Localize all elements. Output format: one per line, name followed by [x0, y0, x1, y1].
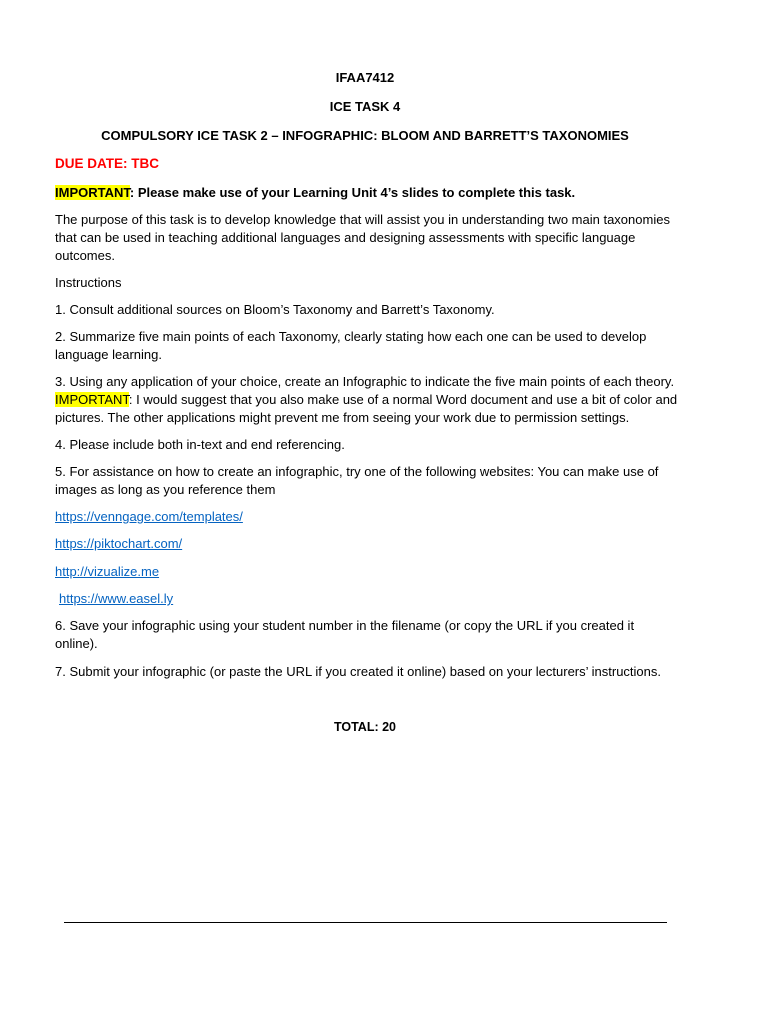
instructions-heading: Instructions: [55, 275, 122, 290]
link-venngage[interactable]: https://venngage.com/templates/: [55, 509, 243, 524]
instruction-step-2: 2. Summarize five main points of each Taxonomy, clearly stating how each one can be used to develop language learning.: [55, 329, 647, 362]
purpose-paragraph: The purpose of this task is to develop knowledge that will assist you in understanding two main taxonomies that can be used in teaching additional languages and designing assessments with specific language outcomes.: [55, 212, 670, 263]
important-text: : Please make use of your Learning Unit 4’s slides to complete this task.: [129, 185, 576, 200]
total-marks: TOTAL: 20: [333, 720, 397, 734]
course-code: IFAA7412: [335, 70, 395, 85]
link-piktochart[interactable]: https://piktochart.com/: [55, 536, 183, 551]
footer-divider: [64, 922, 667, 923]
task-subtitle: COMPULSORY ICE TASK 2 – INFOGRAPHIC: BLOOM AND BARRETT’S TAXONOMIES: [101, 128, 629, 143]
link-vizualize[interactable]: http://vizualize.me: [55, 564, 160, 579]
task-title: ICE TASK 4: [329, 99, 401, 114]
important-note: [55, 184, 680, 202]
step-3-text: 3. Using any application of your choice, create an Infographic to indicate the five main points of each theory.: [55, 374, 675, 389]
instruction-step-7: 7. Submit your infographic (or paste the URL if you created it online) based on your lecturers’ instructions.: [55, 664, 662, 679]
link-piktochart-line: [55, 535, 680, 553]
step-3-important-text: : I would suggest that you also make use of a normal Word document and use a bit of color and pictures. The other applications might prevent me from seeing your work due to permission settings.: [55, 392, 678, 425]
instruction-step-4: 4. Please include both in-text and end referencing.: [55, 437, 345, 452]
instruction-step-5: 5. For assistance on how to create an infographic, try one of the following websites: You can make use of images as long as you reference them: [55, 464, 659, 497]
link-easel[interactable]: https://www.easel.ly: [59, 591, 174, 606]
important-label: IMPORTANT: [55, 185, 130, 200]
link-easel-line: [59, 590, 684, 608]
step-3-important-label: IMPORTANT: [55, 392, 129, 407]
instruction-step-6: 6. Save your infographic using your student number in the filename (or copy the URL if you created it online).: [55, 618, 635, 651]
instruction-step-1: 1. Consult additional sources on Bloom’s Taxonomy and Barrett’s Taxonomy.: [55, 302, 495, 317]
instruction-step-3: [55, 373, 680, 427]
due-date: DUE DATE: TBC: [55, 156, 159, 171]
link-vizualize-line: [55, 563, 680, 581]
link-venngage-line: [55, 508, 680, 526]
